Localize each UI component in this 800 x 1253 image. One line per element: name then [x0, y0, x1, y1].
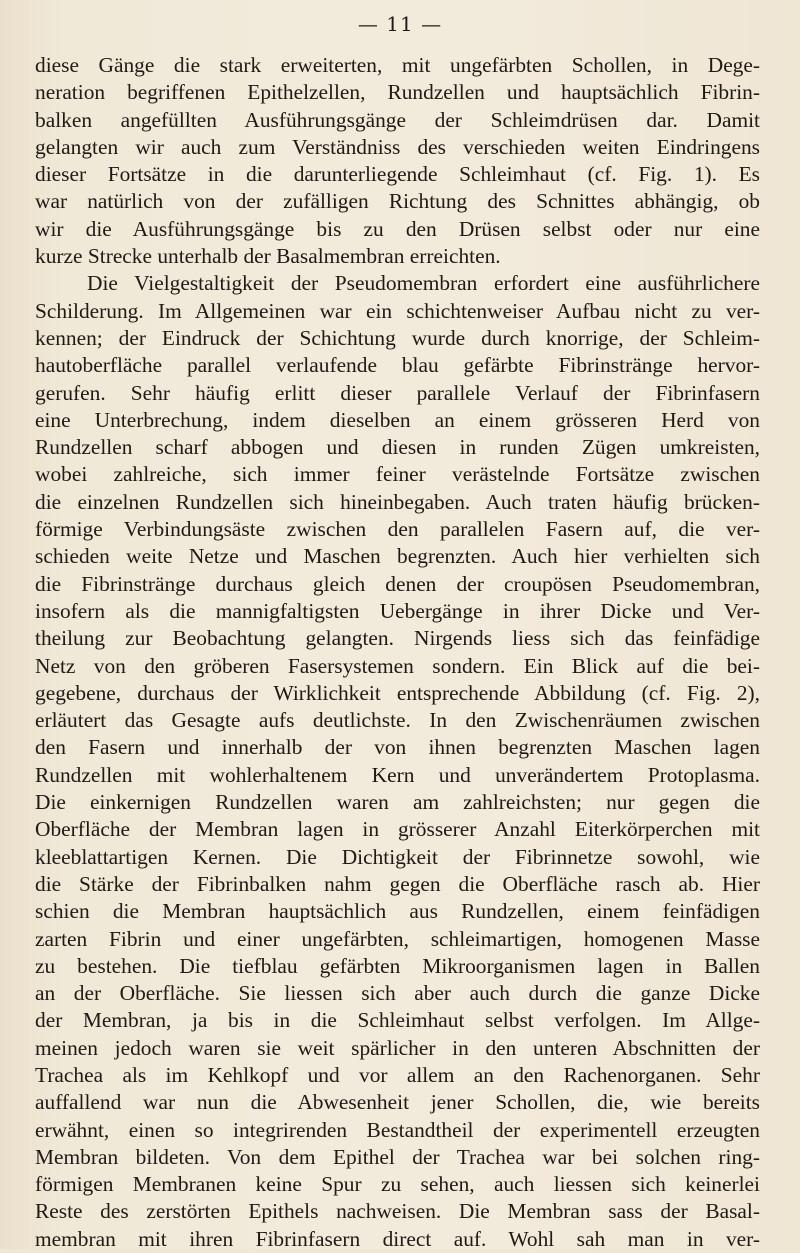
- text-line: schieden weite Netze und Maschen begrenzten. Auch hier verhielten sich: [35, 544, 760, 569]
- text-line: insofern als die mannigfaltigsten Uebergänge in ihrer Dicke und Ver-: [35, 598, 760, 623]
- text-line-last: kurze Strecke unterhalb der Basalmembran erreichten.: [35, 244, 501, 269]
- text-line: schien die Membran hauptsächlich aus Rundzellen, einem feinfädigen: [35, 899, 760, 924]
- text-line: der Membran, ja bis in die Schleimhaut selbst verfolgen. Im Allge-: [35, 1008, 760, 1033]
- text-line: gegebene, durchaus der Wirklichkeit entsprechende Abbildung (cf. Fig. 2),: [35, 680, 760, 705]
- text-line: Membran bildeten. Von dem Epithel der Trachea war bei solchen ring-: [35, 1144, 760, 1169]
- text-line: Trachea als im Kehlkopf und vor allem an den Rachenorganen. Sehr: [35, 1062, 760, 1087]
- text-line: die Stärke der Fibrinbalken nahm gegen die Oberfläche rasch ab. Hier: [35, 871, 760, 896]
- text-line: dieser Fortsätze in die darunterliegende Schleimhaut (cf. Fig. 1). Es: [35, 162, 760, 187]
- text-line: Rundzellen scharf abbogen und diesen in runden Zügen umkreisten,: [35, 435, 760, 460]
- text-line: Die einkernigen Rundzellen waren am zahlreichsten; nur gegen die: [35, 790, 760, 815]
- text-line: den Fasern und innerhalb der von ihnen begrenzten Maschen lagen: [35, 735, 760, 760]
- text-line: gelangten wir auch zum Verständniss des verschieden weiten Eindringens: [35, 134, 760, 159]
- text-line: gerufen. Sehr häufig erlitt dieser parallele Verlauf der Fibrinfasern: [35, 380, 760, 405]
- text-line: kleeblattartigen Kernen. Die Dichtigkeit der Fibrinnetze sowohl, wie: [35, 844, 760, 869]
- text-line: erwähnt, einen so integrirenden Bestandtheil der experimentell erzeugten: [35, 1117, 760, 1142]
- text-line: diese Gänge die stark erweiterten, mit ungefärbten Schollen, in Dege-: [35, 53, 760, 77]
- text-line: Reste des zerstörten Epithels nachweisen. Die Membran sass der Basal-: [35, 1199, 760, 1224]
- text-line: zarten Fibrin und einer ungefärbten, schleimartigen, homogenen Masse: [35, 926, 760, 951]
- text-line: Rundzellen mit wohlerhaltenem Kern und unverändertem Protoplasma.: [35, 762, 760, 787]
- text-line: Oberfläche der Membran lagen in grösserer Anzahl Eiterkörperchen mit: [35, 817, 760, 842]
- text-line: wir die Ausführungsgänge bis zu den Drüsen selbst oder nur eine: [35, 216, 760, 241]
- text-line: kennen; der Eindruck der Schichtung wurde durch knorrige, der Schleim-: [35, 325, 760, 350]
- text-line: neration begriffenen Epithelzellen, Rundzellen und hauptsächlich Fibrin-: [35, 80, 760, 105]
- text-line: förmigen Membranen keine Spur zu sehen, auch liessen sich keinerlei: [35, 1172, 760, 1197]
- text-line: meinen jedoch waren sie weit spärlicher in den unteren Abschnitten der: [35, 1035, 760, 1060]
- text-line: die einzelnen Rundzellen sich hineinbegaben. Auch traten häufig brücken-: [35, 489, 760, 514]
- text-line: Schilderung. Im Allgemeinen war ein schichtenweiser Aufbau nicht zu ver-: [35, 298, 760, 323]
- text-line: wobei zahlreiche, sich immer feiner verästelnde Fortsätze zwischen: [35, 462, 760, 487]
- text-line: hautoberfläche parallel verlaufende blau gefärbte Fibrinstränge hervor-: [35, 353, 760, 378]
- text-line: membran mit ihren Fibrinfasern direct auf. Wohl sah man in ver-: [35, 1226, 760, 1251]
- text-line: die Fibrinstränge durchaus gleich denen der croupösen Pseudomembran,: [35, 571, 760, 596]
- text-line: balken angefüllten Ausführungsgänge der Schleimdrüsen dar. Damit: [35, 107, 760, 132]
- text-line: eine Unterbrechung, indem dieselben an einem grösseren Herd von: [35, 407, 760, 432]
- text-line: an der Oberfläche. Sie liessen sich aber auch durch die ganze Dicke: [35, 981, 760, 1006]
- text-line: auffallend war nun die Abwesenheit jener Schollen, die, wie bereits: [35, 1090, 760, 1115]
- text-line: Netz von den gröberen Fasersystemen sondern. Ein Blick auf die bei-: [35, 653, 760, 678]
- text-line: war natürlich von der zufälligen Richtung des Schnittes abhängig, ob: [35, 189, 760, 214]
- text-line: erläutert das Gesagte aufs deutlichste. In den Zwischenräumen zwischen: [35, 708, 760, 733]
- text-line-first: Die Vielgestaltigkeit der Pseudomembran erfordert eine ausführlichere: [87, 271, 760, 296]
- text-line: förmige Verbindungsäste zwischen den parallelen Fasern auf, die ver-: [35, 517, 760, 542]
- page-number: — 11 —: [357, 12, 443, 36]
- body-text: [35, 52, 760, 1253]
- text-line: theilung zur Beobachtung gelangten. Nirgends liess sich das feinfädige: [35, 626, 760, 651]
- text-line: zu bestehen. Die tiefblau gefärbten Mikroorganismen lagen in Ballen: [35, 953, 760, 978]
